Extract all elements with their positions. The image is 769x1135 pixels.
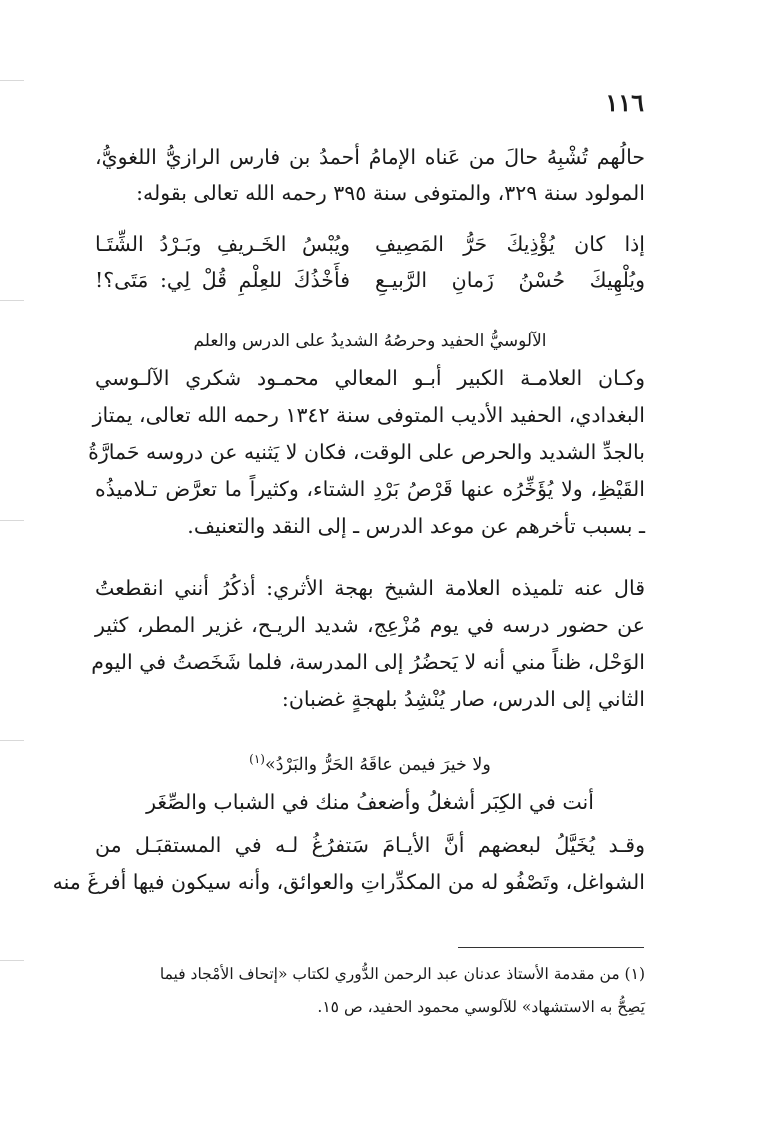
scan-edge-mark [0, 740, 24, 741]
poem-hemistich-right: إذا كان يُؤْذِيكَ حَرُّ المَصِيفِ [375, 232, 645, 256]
paragraph-line: عن حضور درسه في يوم مُزْعِج، شديد الريـح، غزير المطر، كثير [95, 613, 645, 637]
paragraph-line: الوَحْل، ظناً مني أنه لا يَحضُرُ إلى المدرسة، فلما شَخَصتُ في اليوم [91, 650, 645, 674]
paragraph-line: القَيْظِ، ولا يُؤَخِّرُه عنها قَرْصُ بَرْدِ الشتاء، وكثيراً ما تعرَّض تـلاميذُه [95, 477, 645, 501]
quote-line [95, 743, 645, 781]
poem-hemistich-left: فأَخْذُكَ للعِلْمِ قُلْ لِي: مَتَى؟! [95, 268, 350, 292]
quote-line: أنت في الكِبَر أشغلُ وأضعفُ منك في الشباب والصِّغَر [146, 790, 594, 814]
quote-text: ولا خيرَ فيمن عاقَهُ الحَرُّ والبَرْدُ» [264, 754, 491, 775]
paragraph-line: الثاني إلى الدرس، صار يُنْشِدُ بلهجةٍ غضبان: [281, 687, 645, 711]
footnote-line: يَصِحُّ به الاستشهاد» للآلوسي محمود الحفيد، ص ١٥. [317, 998, 645, 1016]
scan-edge-mark [0, 80, 24, 81]
paragraph-line: وقـد يُخَيَّلُ لبعضهم أنَّ الأيـامَ سَتفرُغُ لـه في المستقبَـل من [95, 833, 645, 857]
paragraph-line: بالجدِّ الشديد والحرص على الوقت، فكان لا يَثنيه عن دروسه حَمارَّةُ [88, 440, 645, 464]
section-heading: الآلوسيُّ الحفيد وحرصُهُ الشديدُ على الدرس والعلم [193, 331, 547, 351]
page-number: ١١٦ [605, 88, 644, 117]
poem-hemistich-right: ويُلْهِيكَ حُسْنُ زَمانِ الرَّبيـعِ [375, 268, 645, 292]
scan-edge-mark [0, 520, 24, 521]
paragraph-line: البغدادي، الحفيد الأديب المتوفى سنة ١٣٤٢ رحمه الله تعالى، يمتاز [92, 403, 645, 427]
footnote-reference: (١) [249, 752, 265, 766]
scan-edge-mark [0, 300, 24, 301]
text-line: المولود سنة ٣٢٩، والمتوفى سنة ٣٩٥ رحمه الله تعالى بقوله: [136, 181, 645, 205]
footnote-line: (١) من مقدمة الأستاذ عدنان عبد الرحمن الدُّوري لكتاب «إتحاف الأمْجاد فيما [159, 965, 645, 983]
paragraph-line: قال عنه تلميذه العلامة الشيخ بهجة الأثري: أذكُرُ أنني انقطعتُ [95, 576, 645, 600]
text-line: حالُهم تُشْبِهُ حالَ من عَناه الإمامُ أحمدُ بن فارس الرازيُّ اللغويُّ، [95, 145, 645, 169]
paragraph-line: وكـان العلامـة الكبير أبـو المعالي محمـود شكري الآلـوسي [95, 366, 645, 390]
footnote-divider [458, 947, 644, 948]
poem-hemistich-left: ويُبْسُ الخَـريفِ وبَـرْدُ الشِّتَـا [95, 232, 350, 256]
paragraph-line: الشواغل، وتَصْفُو له من المكدِّراتِ والعوائق، وأنه سيكون فيها أفرغَ منه [52, 870, 645, 894]
paragraph-line: ـ بسبب تأخرهم عن موعد الدرس ـ إلى النقد والتعنيف. [187, 514, 645, 538]
scan-edge-mark [0, 960, 24, 961]
